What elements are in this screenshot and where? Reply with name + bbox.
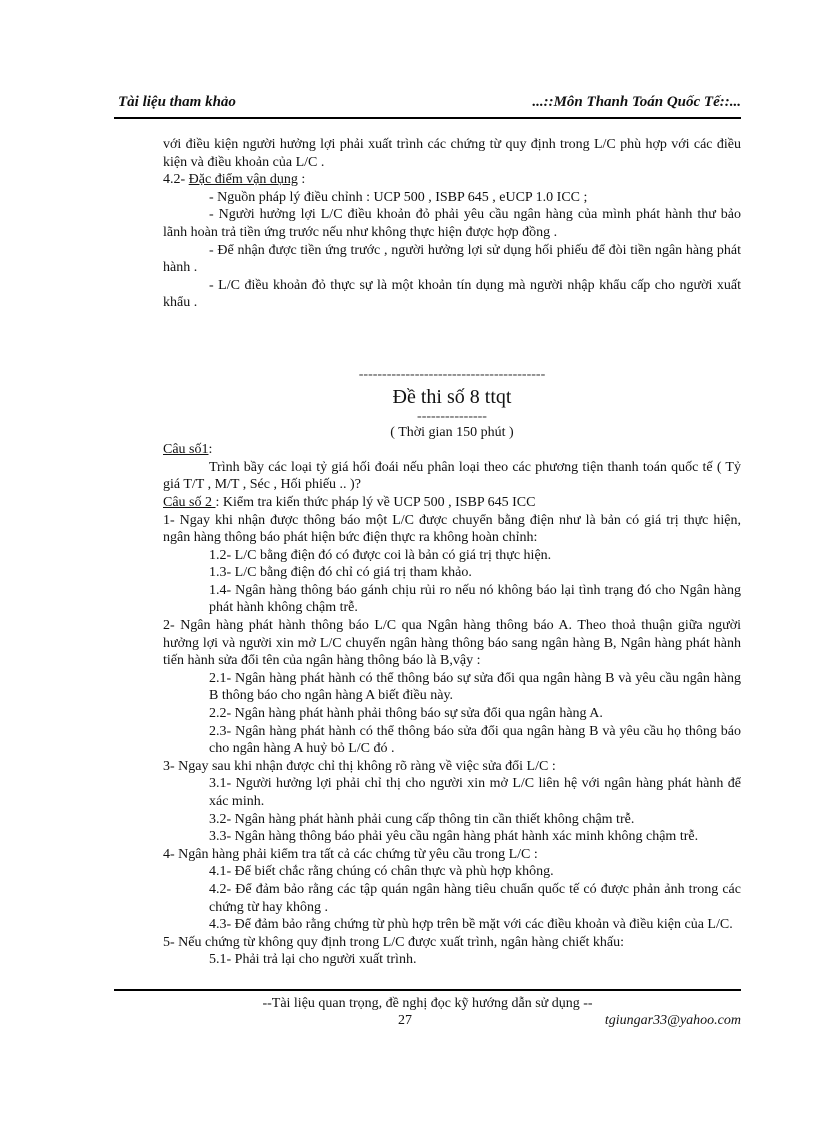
section-number: 4.2- (163, 172, 189, 188)
sub-item: 3.3- Ngân hàng thông báo phải yêu cầu ngân hàng phát hành xác minh không chậm trễ. (209, 829, 699, 845)
document-body (163, 136, 741, 969)
question-1-text: Trình bầy các loại tỷ giá hối đoái nếu phân loại theo các phương tiện thanh toán quốc tế ( Tỷ giá T/T , M/T , Séc , Hối phiếu .. )? (163, 459, 741, 493)
author-email: tgiungar33@yahoo.com (604, 1013, 741, 1028)
item: 4- Ngân hàng phải kiểm tra tất cả các chứng từ yêu cầu trong L/C : (163, 846, 538, 862)
exam-title: Đề thi số 8 ttqt (392, 385, 512, 408)
sub-item: 2.2- Ngân hàng phát hành phải thông báo sự sửa đổi qua ngân hàng A. (209, 706, 603, 722)
sub-item: 3.1- Người hưởng lợi phải chỉ thị cho người xin mở L/C liên hệ với ngân hàng phát hành để xác minh. (209, 776, 741, 809)
separator-long: ---------------------------------------- (358, 366, 546, 382)
header-left-title: Tài liệu tham khảo (118, 94, 236, 110)
sub-item: 1.3- L/C bằng điện đó chỉ có giá trị tham khảo. (209, 565, 472, 581)
question-label (163, 441, 741, 459)
header-right-title: ...::Môn Thanh Toán Quốc Tế::... (532, 94, 741, 110)
item: 3- Ngay sau khi nhận được chỉ thị không rõ ràng về việc sửa đổi L/C : (163, 758, 556, 774)
bullet-item: - Nguồn pháp lý điều chỉnh : UCP 500 , ISBP 645 , eUCP 1.0 ICC ; (209, 189, 588, 205)
section-colon: : (297, 172, 306, 188)
sub-item: 4.2- Để đảm bảo rằng các tập quán ngân hàng tiêu chuẩn quốc tế có được phản ảnh trong các chứng từ hay không . (209, 881, 741, 915)
sub-item: 1.2- L/C bằng điện đó có được coi là bản có giá trị thực hiện. (209, 547, 552, 563)
question-1-label: Câu số1 (163, 442, 209, 458)
section-heading (163, 171, 741, 189)
sub-item: 2.3- Ngân hàng phát hành có thể thông báo sửa đổi qua ngân hàng B và yêu cầu họ thông báo cho ngân hàng A huỷ bỏ L/C đó . (209, 723, 741, 757)
header-rule (114, 117, 741, 119)
sub-item: 3.2- Ngân hàng phát hành phải cung cấp thông tin cần thiết không chậm trễ. (209, 811, 635, 827)
paragraph: với điều kiện người hưởng lợi phải xuất trình các chứng từ quy định trong L/C phù hợp với các điều kiện và điều khoản của L/C . (163, 137, 741, 170)
question-2-text: : Kiểm tra kiến thức pháp lý về UCP 500 , ISBP 645 ICC (215, 494, 536, 510)
item: 2- Ngân hàng phát hành thông báo L/C qua Ngân hàng thông báo A. Theo thoả thuận giữa người hưởng lợi và người xin mở L/C chuyển ngân hàng thông báo sang ngân hàng B, Ngân hàng phát hành tiến hành sửa đổi tên của ngân hàng thông báo là B,vậy : (163, 618, 741, 669)
question-2-label: Câu số 2 (163, 494, 216, 510)
bullet-item: - L/C điều khoản đỏ thực sự là một khoản tín dụng mà người nhập khẩu cấp cho người xuất khẩu . (163, 277, 741, 311)
sub-item: 2.1- Ngân hàng phát hành có thể thông báo sự sửa đổi qua ngân hàng B và yêu cầu ngân hàng B thông báo cho ngân hàng A biết điều này. (209, 670, 741, 704)
page-header (114, 92, 741, 116)
footer-rule (114, 989, 741, 991)
section-title: Đặc điểm vận dụng (188, 172, 298, 188)
bullet-item: - Để nhận được tiền ứng trước , người hưởng lợi sử dụng hối phiếu để đòi tiền ngân hàng phát hành . (163, 242, 741, 276)
page-number: 27 (398, 1013, 412, 1028)
footer-note: --Tài liệu quan trọng, đề nghị đọc kỹ hướng dẫn sử dụng -- (262, 996, 593, 1011)
sub-item: 5.1- Phải trả lại cho người xuất trình. (209, 952, 417, 968)
sub-item: 4.1- Để biết chắc rằng chúng có chân thực và phù hợp không. (209, 864, 554, 880)
bullet-item: - Người hưởng lợi L/C điều khoản đỏ phải yêu cầu ngân hàng của mình phát hành thư bảo lãnh hoàn trả tiền ứng trước nếu như không thực hiện được hợp đồng . (163, 207, 741, 240)
separator-short: --------------- (417, 408, 487, 424)
sub-item: 4.3- Để đảm bảo rằng chứng từ phù hợp trên bề mặt với các điều khoản và điều kiện của L/C. (209, 917, 733, 933)
item: 5- Nếu chứng từ không quy định trong L/C được xuất trình, ngân hàng chiết khấu: (163, 934, 624, 950)
spacer (163, 312, 741, 366)
sub-item: 1.4- Ngân hàng thông báo gánh chịu rủi ro nếu nó không báo lại tình trạng đó cho Ngân hàng phát hành không chậm trễ. (209, 582, 741, 616)
question-label (163, 494, 741, 512)
item: 1- Ngay khi nhận được thông báo một L/C được chuyển bằng điện như là bản có giá trị thực hiện, ngân hàng thông báo phát hiện bức điện thực ra không hoàn chỉnh: (163, 512, 741, 546)
question-1-colon: : (208, 442, 213, 458)
exam-time: ( Thời gian 150 phút ) (390, 424, 514, 440)
